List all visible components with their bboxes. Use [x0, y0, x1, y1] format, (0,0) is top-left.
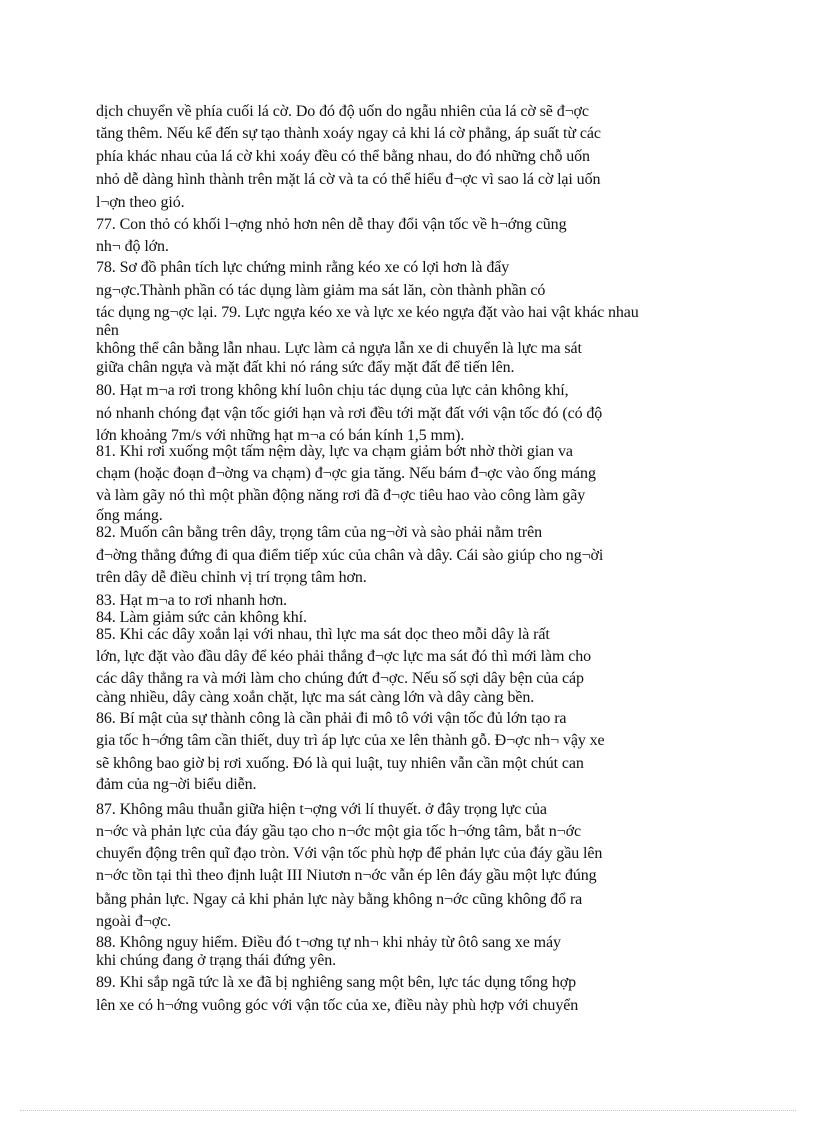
text-line: 84. Làm giảm sức cản không khí.: [96, 609, 307, 626]
text-line: nên: [96, 322, 119, 339]
text-line: chạm (hoặc đoạn đ¬ờng va chạm) đ¬ợc gia tăng. Nếu bám đ¬ợc vào ống máng: [96, 465, 596, 482]
text-line: nh¬ độ lớn.: [96, 238, 169, 255]
text-line: 80. Hạt m¬a rơi trong không khí luôn chịu tác dụng của lực cản không khí,: [96, 382, 569, 399]
text-line: 86. Bí mật của sự thành công là cần phải đi mô tô với vận tốc đủ lớn tạo ra: [96, 710, 567, 727]
text-line: 85. Khi các dây xoắn lại với nhau, thì lực ma sát dọc theo mỗi dây là rất: [96, 626, 550, 643]
text-line: 82. Muốn cân bằng trên dây, trọng tâm của ng¬ời và sào phải nằm trên: [96, 524, 542, 541]
text-line: tăng thêm. Nếu kể đến sự tạo thành xoáy ngay cả khi lá cờ phẳng, áp suất từ các: [96, 125, 601, 142]
text-line: phía khác nhau của lá cờ khi xoáy đều có thể bằng nhau, do đó những chỗ uốn: [96, 148, 590, 165]
text-line: 78. Sơ đồ phân tích lực chứng minh rằng kéo xe có lợi hơn là đẩy: [96, 259, 510, 276]
text-line: không thể cân bằng lẫn nhau. Lực làm cả ngựa lẫn xe di chuyển là lực ma sát: [96, 340, 582, 357]
text-line: n¬ớc và phản lực của đáy gầu tạo cho n¬ớc một gia tốc h¬ớng tâm, bắt n¬ớc: [96, 823, 581, 840]
text-line: đảm của ng¬ời biểu diễn.: [96, 776, 257, 793]
text-line: gia tốc h¬ớng tâm cần thiết, duy trì áp lực của xe lên thành gỗ. Đ¬ợc nh¬ vậy xe: [96, 732, 605, 749]
text-line: ống máng.: [96, 507, 163, 524]
text-line: 87. Không mâu thuẫn giữa hiện t¬ợng với lí thuyết. ở đây trọng lực của: [96, 801, 547, 818]
text-line: chuyển động trên quĩ đạo tròn. Với vận tốc phù hợp để phản lực của đáy gầu lên: [96, 845, 603, 862]
text-line: 89. Khi sắp ngã tức là xe đã bị nghiêng sang một bên, lực tác dụng tổng hợp: [96, 974, 576, 991]
text-line: càng nhiều, dây càng xoắn chặt, lực ma sát càng lớn và dây càng bền.: [96, 689, 535, 706]
text-line: nhỏ dễ dàng hình thành trên mặt lá cờ và ta có thể hiểu đ¬ợc vì sao lá cờ lại uốn: [96, 171, 601, 188]
text-line: khi chúng đang ở trạng thái đứng yên.: [96, 952, 337, 969]
text-line: n¬ớc tồn tại thì theo định luật III Niutơn n¬ớc vẫn ép lên đáy gầu một lực đúng: [96, 867, 597, 884]
page-bottom-rule: [20, 1110, 796, 1111]
text-line: 83. Hạt m¬a to rơi nhanh hơn.: [96, 592, 288, 609]
text-line: đ¬ờng thẳng đứng đi qua điểm tiếp xúc của chân và dây. Cái sào giúp cho ng¬ời: [96, 547, 604, 564]
text-line: dịch chuyển về phía cuối lá cờ. Do đó độ uốn do ngẫu nhiên của lá cờ sẽ đ¬ợc: [96, 103, 589, 120]
text-line: 77. Con thỏ có khối l¬ợng nhỏ hơn nên dễ thay đổi vận tốc về h¬ớng cũng: [96, 216, 567, 233]
text-line: giữa chân ngựa và mặt đất khi nó ráng sức đẩy mặt đất để tiến lên.: [96, 359, 515, 376]
text-line: ng¬ợc.Thành phần có tác dụng làm giảm ma sát lăn, còn thành phần có: [96, 282, 546, 299]
text-line: sẽ không bao giờ bị rơi xuống. Đó là qui luật, tuy nhiên vẫn cần một chút can: [96, 755, 584, 772]
text-line: nó nhanh chóng đạt vận tốc giới hạn và rơi đều tới mặt đất với vận tốc đó (có độ: [96, 405, 603, 422]
text-line: lớn, lực đặt vào đầu dây để kéo phải thắng đ¬ợc lực ma sát đó thì mới làm cho: [96, 648, 592, 665]
text-line: các dây thẳng ra và mới làm cho chúng đứt đ¬ợc. Nếu số sợi dây bện của cáp: [96, 670, 584, 687]
text-line: lên xe có h¬ớng vuông góc với vận tốc của xe, điều này phù hợp với chuyển: [96, 997, 579, 1014]
text-line: l¬ợn theo gió.: [96, 194, 185, 211]
text-line: lớn khoảng 7m/s với những hạt m¬a có bán kính 1,5 mm).: [96, 427, 465, 444]
text-line: 81. Khi rơi xuống một tấm nệm dày, lực va chạm giảm bớt nhờ thời gian va: [96, 443, 573, 460]
text-line: trên dây dễ điều chỉnh vị trí trọng tâm hơn.: [96, 569, 367, 586]
text-line: bằng phản lực. Ngay cả khi phản lực này bằng không n¬ớc cũng không đổ ra: [96, 891, 583, 908]
text-line: tác dụng ng¬ợc lại. 79. Lực ngựa kéo xe và lực xe kéo ngựa đặt vào hai vật khác nhau: [96, 304, 639, 321]
text-line: ngoài đ¬ợc.: [96, 913, 172, 930]
text-line: và làm gãy nó thì một phần động năng rơi đã đ¬ợc tiêu hao vào công làm gãy: [96, 487, 586, 504]
text-line: 88. Không nguy hiểm. Điều đó t¬ơng tự nh¬ khi nhảy từ ôtô sang xe máy: [96, 934, 561, 951]
